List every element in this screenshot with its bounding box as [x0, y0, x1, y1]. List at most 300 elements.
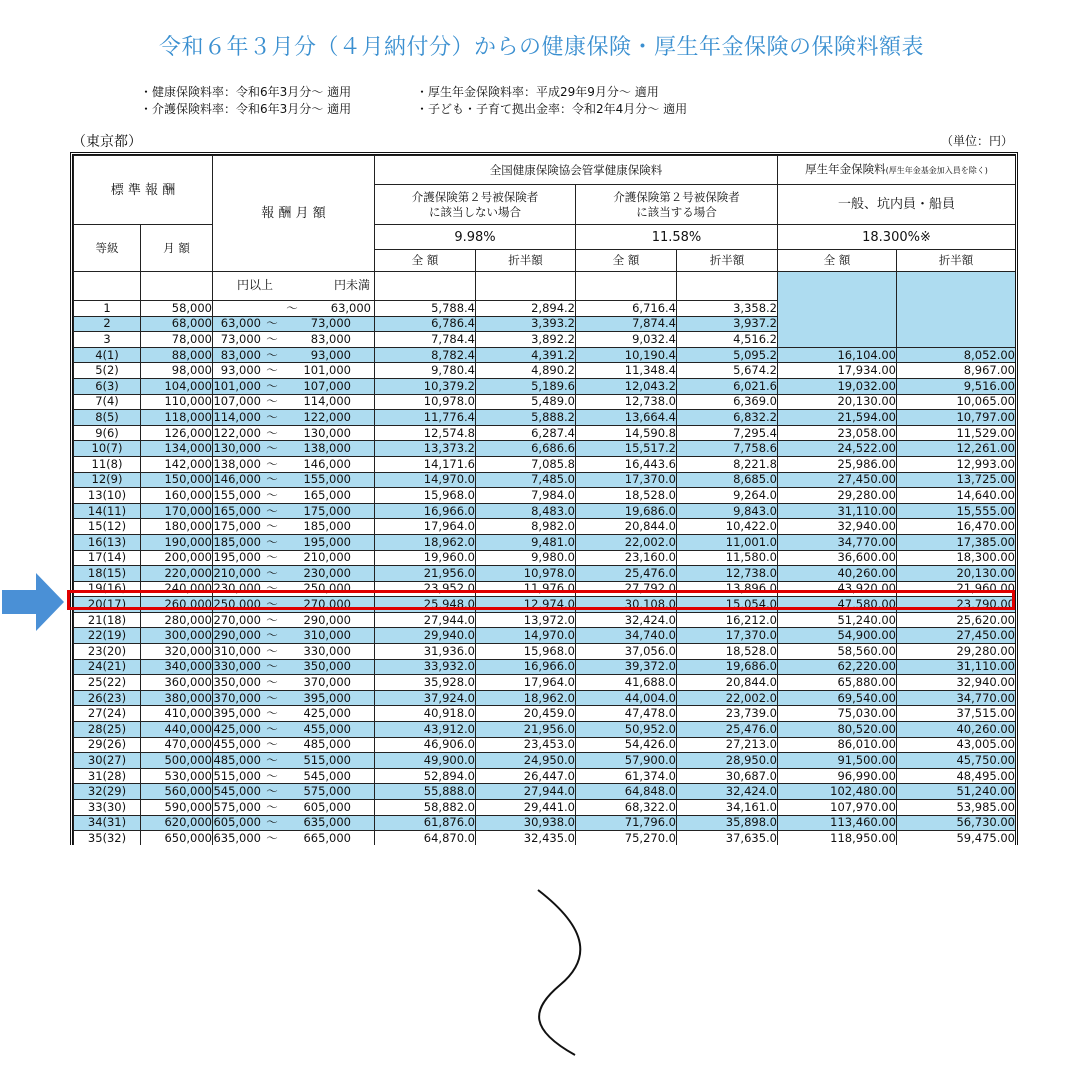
grade-cell: 3 — [74, 332, 141, 348]
range-lower: 605,000 — [213, 815, 261, 830]
grade-cell: 28(25) — [74, 722, 141, 738]
health-full-b: 18,528.0 — [576, 488, 677, 504]
table-row — [74, 378, 1016, 394]
health-full-b: 20,844.0 — [576, 519, 677, 535]
range-upper: 330,000 — [303, 643, 351, 658]
health-full-b: 7,874.4 — [576, 316, 677, 332]
pension-full — [778, 316, 897, 332]
health-half-b: 25,476.0 — [677, 722, 778, 738]
monthly-amount-cell: 300,000 — [141, 628, 213, 644]
grade-cell: 13(10) — [74, 488, 141, 504]
range-lower: 63,000 — [220, 316, 261, 331]
range-upper: 605,000 — [303, 799, 351, 814]
table-row — [74, 503, 1016, 519]
pension-full: 43,920.00 — [778, 581, 897, 597]
pension-half: 20,130.00 — [897, 566, 1016, 582]
header-remuneration-monthly: 報 酬 月 額 — [213, 156, 375, 272]
monthly-amount-cell: 58,000 — [141, 301, 213, 317]
range-lower: 185,000 — [213, 534, 261, 549]
table-row — [74, 332, 1016, 348]
pension-half: 37,515.00 — [897, 706, 1016, 722]
range-cell — [213, 472, 375, 488]
grade-cell: 12(9) — [74, 472, 141, 488]
pension-half: 13,725.00 — [897, 472, 1016, 488]
range-cell — [213, 784, 375, 800]
health-half-b: 35,898.0 — [677, 815, 778, 831]
health-full-b: 68,322.0 — [576, 800, 677, 816]
health-full-a: 46,906.0 — [375, 737, 476, 753]
health-half-a: 5,489.0 — [476, 394, 576, 410]
range-lower: 146,000 — [213, 472, 261, 487]
range-tilde: ～ — [266, 503, 278, 518]
health-half-b: 3,937.2 — [677, 316, 778, 332]
pension-full: 75,030.00 — [778, 706, 897, 722]
range-lower: 122,000 — [213, 425, 261, 440]
range-upper: 485,000 — [303, 737, 351, 752]
header-half-b: 折半額 — [677, 250, 778, 272]
table-row — [74, 800, 1016, 816]
range-cell — [213, 768, 375, 784]
table-row — [74, 737, 1016, 753]
table-row — [74, 410, 1016, 426]
pension-full: 107,970.00 — [778, 800, 897, 816]
range-cell — [213, 628, 375, 644]
range-lower: 310,000 — [213, 643, 261, 658]
pension-half — [897, 332, 1016, 348]
pension-full: 47,580.00 — [778, 597, 897, 613]
health-half-a: 6,686.6 — [476, 441, 576, 457]
table-row — [74, 659, 1016, 675]
range-lower: 230,000 — [213, 581, 261, 596]
health-full-b: 54,426.0 — [576, 737, 677, 753]
range-upper: 165,000 — [303, 487, 351, 502]
health-half-b: 20,844.0 — [677, 675, 778, 691]
range-upper: 63,000 — [330, 300, 371, 315]
range-cell — [213, 597, 375, 613]
header-full-a: 全 額 — [375, 250, 476, 272]
range-upper: 130,000 — [303, 425, 351, 440]
pension-half: 16,470.00 — [897, 519, 1016, 535]
table-row — [74, 628, 1016, 644]
pension-full: 65,880.00 — [778, 675, 897, 691]
pension-full: 113,460.00 — [778, 815, 897, 831]
health-full-a: 17,964.0 — [375, 519, 476, 535]
pension-half: 14,640.00 — [897, 488, 1016, 504]
range-cell — [213, 737, 375, 753]
grade-cell: 33(30) — [74, 800, 141, 816]
health-half-a: 9,481.0 — [476, 534, 576, 550]
health-full-a: 16,966.0 — [375, 503, 476, 519]
health-half-b: 17,370.0 — [677, 628, 778, 644]
monthly-amount-cell: 180,000 — [141, 519, 213, 535]
monthly-amount-cell: 500,000 — [141, 753, 213, 769]
health-half-b: 30,687.0 — [677, 768, 778, 784]
grade-cell: 34(31) — [74, 815, 141, 831]
health-full-b: 22,002.0 — [576, 534, 677, 550]
range-tilde: ～ — [266, 706, 278, 721]
health-full-a: 27,944.0 — [375, 612, 476, 628]
table-row — [74, 301, 1016, 317]
range-upper: 230,000 — [303, 565, 351, 580]
range-tilde: ～ — [266, 363, 278, 378]
range-upper: 146,000 — [303, 456, 351, 471]
health-full-a: 8,782.4 — [375, 347, 476, 363]
health-half-b: 11,001.0 — [677, 534, 778, 550]
range-tilde: ～ — [266, 331, 278, 346]
monthly-amount-cell: 620,000 — [141, 815, 213, 831]
range-cell — [213, 301, 375, 317]
range-cell — [213, 394, 375, 410]
health-full-b: 44,004.0 — [576, 690, 677, 706]
header-rate-c: 18.300%※ — [778, 225, 1016, 250]
health-half-b: 8,221.8 — [677, 456, 778, 472]
range-upper: 83,000 — [310, 331, 351, 346]
range-cell — [213, 612, 375, 628]
table-row — [74, 425, 1016, 441]
range-tilde: ～ — [266, 425, 278, 440]
health-half-a: 14,970.0 — [476, 628, 576, 644]
monthly-amount-cell: 650,000 — [141, 831, 213, 845]
health-full-a: 19,960.0 — [375, 550, 476, 566]
range-upper: 138,000 — [303, 441, 351, 456]
range-lower: 395,000 — [213, 706, 261, 721]
range-upper: 107,000 — [303, 378, 351, 393]
health-full-b: 10,190.4 — [576, 347, 677, 363]
pension-full: 23,058.00 — [778, 425, 897, 441]
health-full-b: 25,476.0 — [576, 566, 677, 582]
grade-cell: 4(1) — [74, 347, 141, 363]
range-lower: 155,000 — [213, 487, 261, 502]
table-row — [74, 534, 1016, 550]
header-applicable — [576, 185, 778, 225]
pension-half: 11,529.00 — [897, 425, 1016, 441]
monthly-amount-cell: 160,000 — [141, 488, 213, 504]
pension-half: 56,730.00 — [897, 815, 1016, 831]
range-upper: 395,000 — [303, 690, 351, 705]
pension-full: 16,104.00 — [778, 347, 897, 363]
range-upper: 93,000 — [310, 347, 351, 362]
monthly-amount-cell: 320,000 — [141, 644, 213, 660]
health-half-b: 7,295.4 — [677, 425, 778, 441]
range-tilde: ～ — [266, 394, 278, 409]
header-not-applicable — [375, 185, 576, 225]
range-lower: 330,000 — [213, 659, 261, 674]
health-half-a: 24,950.0 — [476, 753, 576, 769]
monthly-amount-cell: 88,000 — [141, 347, 213, 363]
monthly-amount-cell: 440,000 — [141, 722, 213, 738]
range-lower: 370,000 — [213, 690, 261, 705]
health-half-a: 30,938.0 — [476, 815, 576, 831]
range-cell — [213, 503, 375, 519]
pension-half: 15,555.00 — [897, 503, 1016, 519]
health-half-a: 32,435.0 — [476, 831, 576, 845]
pension-half: 9,516.00 — [897, 378, 1016, 394]
pension-full: 20,130.00 — [778, 394, 897, 410]
health-full-a: 35,928.0 — [375, 675, 476, 691]
page-title: 令和６年３月分（４月納付分）からの健康保険・厚生年金保険の保険料額表 — [158, 35, 924, 60]
health-full-b: 19,686.0 — [576, 503, 677, 519]
table-row — [74, 768, 1016, 784]
pension-half: 10,797.00 — [897, 410, 1016, 426]
range-lower: 195,000 — [213, 550, 261, 565]
range-lower: 455,000 — [213, 737, 261, 752]
range-cell — [213, 332, 375, 348]
range-tilde: ～ — [266, 675, 278, 690]
health-half-b: 32,424.0 — [677, 784, 778, 800]
table-body — [74, 301, 1016, 846]
monthly-amount-cell: 170,000 — [141, 503, 213, 519]
table-row — [74, 612, 1016, 628]
health-half-a: 15,968.0 — [476, 644, 576, 660]
range-tilde: ～ — [266, 456, 278, 471]
pension-half — [897, 301, 1016, 317]
table-row — [74, 316, 1016, 332]
table-row — [74, 394, 1016, 410]
monthly-amount-cell: 110,000 — [141, 394, 213, 410]
pension-full: 102,480.00 — [778, 784, 897, 800]
pension-half: 10,065.00 — [897, 394, 1016, 410]
range-upper: 290,000 — [303, 612, 351, 627]
yen-above-label: 円以上 — [237, 278, 274, 292]
health-full-a: 12,574.8 — [375, 425, 476, 441]
grade-cell: 18(15) — [74, 566, 141, 582]
header-half-c: 折半額 — [897, 250, 1016, 272]
health-half-a: 5,888.2 — [476, 410, 576, 426]
health-half-a: 8,483.0 — [476, 503, 576, 519]
monthly-amount-cell: 150,000 — [141, 472, 213, 488]
table-row — [74, 675, 1016, 691]
health-full-b: 9,032.4 — [576, 332, 677, 348]
health-full-a: 7,784.4 — [375, 332, 476, 348]
grade-cell: 14(11) — [74, 503, 141, 519]
header-monthly-amount: 月 額 — [141, 225, 213, 272]
health-full-a: 58,882.0 — [375, 800, 476, 816]
pension-half: 31,110.00 — [897, 659, 1016, 675]
note-child-rate: ・子ども・子育て拠出金率：令和2年4月分～ 適用 — [416, 102, 688, 116]
health-half-b: 16,212.0 — [677, 612, 778, 628]
grade-cell: 17(14) — [74, 550, 141, 566]
pension-half: 40,260.00 — [897, 722, 1016, 738]
health-half-b: 10,422.0 — [677, 519, 778, 535]
range-upper: 73,000 — [310, 316, 351, 331]
range-upper: 250,000 — [303, 581, 351, 596]
range-tilde: ～ — [266, 815, 278, 830]
pension-half: 12,993.00 — [897, 456, 1016, 472]
range-cell — [213, 675, 375, 691]
health-full-b: 15,517.2 — [576, 441, 677, 457]
table-row — [74, 597, 1016, 613]
monthly-amount-cell: 118,000 — [141, 410, 213, 426]
grade-cell: 15(12) — [74, 519, 141, 535]
pension-half: 8,052.00 — [897, 347, 1016, 363]
health-full-a: 64,870.0 — [375, 831, 476, 845]
range-upper: 425,000 — [303, 706, 351, 721]
pension-half: 45,750.00 — [897, 753, 1016, 769]
grade-cell: 31(28) — [74, 768, 141, 784]
monthly-amount-cell: 190,000 — [141, 534, 213, 550]
range-lower: 575,000 — [213, 799, 261, 814]
range-tilde: ～ — [266, 737, 278, 752]
range-tilde: ～ — [266, 378, 278, 393]
table-row — [74, 581, 1016, 597]
yen-below-label: 円未満 — [333, 278, 370, 292]
grade-cell: 16(13) — [74, 534, 141, 550]
range-upper: 515,000 — [303, 753, 351, 768]
health-half-a: 26,447.0 — [476, 768, 576, 784]
health-half-a: 21,956.0 — [476, 722, 576, 738]
grade-cell: 10(7) — [74, 441, 141, 457]
header-not-applicable-line2: に該当しない場合 — [429, 204, 521, 219]
health-half-a: 3,393.2 — [476, 316, 576, 332]
range-upper: 195,000 — [303, 534, 351, 549]
health-half-a: 18,962.0 — [476, 690, 576, 706]
table-row — [74, 363, 1016, 379]
health-half-a: 13,972.0 — [476, 612, 576, 628]
health-full-a: 49,900.0 — [375, 753, 476, 769]
grade-cell: 8(5) — [74, 410, 141, 426]
health-full-a: 37,924.0 — [375, 690, 476, 706]
range-lower: 138,000 — [213, 456, 261, 471]
range-cell — [213, 753, 375, 769]
range-tilde: ～ — [266, 472, 278, 487]
range-upper: 665,000 — [303, 830, 351, 845]
health-half-b: 4,516.2 — [677, 332, 778, 348]
range-cell — [213, 831, 375, 845]
right-arrow-icon — [2, 573, 64, 631]
health-full-b: 37,056.0 — [576, 644, 677, 660]
grade-cell: 19(16) — [74, 581, 141, 597]
grade-cell: 30(27) — [74, 753, 141, 769]
health-full-b: 57,900.0 — [576, 753, 677, 769]
range-cell — [213, 550, 375, 566]
health-half-a: 16,966.0 — [476, 659, 576, 675]
range-upper: 310,000 — [303, 628, 351, 643]
range-tilde: ～ — [266, 768, 278, 783]
range-upper: 155,000 — [303, 472, 351, 487]
range-upper: 455,000 — [303, 721, 351, 736]
health-half-b: 5,095.2 — [677, 347, 778, 363]
health-half-a: 8,982.0 — [476, 519, 576, 535]
range-lower: 107,000 — [213, 394, 261, 409]
premium-table — [73, 155, 1016, 845]
range-tilde: ～ — [266, 597, 278, 612]
range-tilde: ～ — [266, 799, 278, 814]
range-cell — [213, 581, 375, 597]
health-full-b: 14,590.8 — [576, 425, 677, 441]
range-lower: 635,000 — [213, 830, 261, 845]
health-full-b: 13,664.4 — [576, 410, 677, 426]
health-full-b: 12,043.2 — [576, 378, 677, 394]
health-half-b: 6,369.0 — [677, 394, 778, 410]
monthly-amount-cell: 68,000 — [141, 316, 213, 332]
range-tilde: ～ — [266, 628, 278, 643]
health-half-a: 9,980.0 — [476, 550, 576, 566]
pension-full: 86,010.00 — [778, 737, 897, 753]
range-lower: 515,000 — [213, 768, 261, 783]
range-lower: 210,000 — [213, 565, 261, 580]
range-cell — [213, 378, 375, 394]
grade-cell: 2 — [74, 316, 141, 332]
health-half-a: 27,944.0 — [476, 784, 576, 800]
grade-cell: 22(19) — [74, 628, 141, 644]
range-tilde: ～ — [266, 519, 278, 534]
unit-label: （単位：円） — [940, 134, 1013, 148]
range-tilde: ～ — [266, 534, 278, 549]
range-lower: 130,000 — [213, 441, 261, 456]
range-tilde: ～ — [266, 487, 278, 502]
monthly-amount-cell: 360,000 — [141, 675, 213, 691]
header-not-applicable-line1: 介護保険第２号被保険者 — [411, 189, 539, 204]
range-cell — [213, 347, 375, 363]
pension-full: 21,594.00 — [778, 410, 897, 426]
grade-cell: 23(20) — [74, 644, 141, 660]
health-full-a: 14,171.6 — [375, 456, 476, 472]
range-lower: 114,000 — [213, 409, 261, 424]
range-lower: 545,000 — [213, 784, 261, 799]
health-full-b: 12,738.0 — [576, 394, 677, 410]
health-half-b: 15,054.0 — [677, 597, 778, 613]
pension-full: 69,540.00 — [778, 690, 897, 706]
range-lower: 175,000 — [213, 519, 261, 534]
range-lower: 425,000 — [213, 721, 261, 736]
health-full-a: 14,970.0 — [375, 472, 476, 488]
range-upper: 210,000 — [303, 550, 351, 565]
monthly-amount-cell: 126,000 — [141, 425, 213, 441]
health-half-b: 37,635.0 — [677, 831, 778, 845]
health-full-b: 6,716.4 — [576, 301, 677, 317]
range-upper: 175,000 — [303, 503, 351, 518]
range-cell — [213, 488, 375, 504]
range-upper: 350,000 — [303, 659, 351, 674]
pension-half: 23,790.00 — [897, 597, 1016, 613]
pension-full: 58,560.00 — [778, 644, 897, 660]
health-half-b: 34,161.0 — [677, 800, 778, 816]
range-units — [213, 272, 375, 301]
health-half-a: 4,890.2 — [476, 363, 576, 379]
health-half-b: 23,739.0 — [677, 706, 778, 722]
health-full-b: 27,792.0 — [576, 581, 677, 597]
pension-half: 25,620.00 — [897, 612, 1016, 628]
health-full-a: 10,379.2 — [375, 378, 476, 394]
range-cell — [213, 659, 375, 675]
monthly-amount-cell: 470,000 — [141, 737, 213, 753]
premium-table-frame — [70, 152, 1018, 845]
monthly-amount-cell: 78,000 — [141, 332, 213, 348]
pension-half: 27,450.00 — [897, 628, 1016, 644]
range-tilde: ～ — [266, 347, 278, 362]
range-cell — [213, 363, 375, 379]
health-full-a: 18,962.0 — [375, 534, 476, 550]
header-standard-remuneration: 標 準 報 酬 — [74, 156, 213, 225]
health-full-a: 61,876.0 — [375, 815, 476, 831]
health-half-b: 8,685.0 — [677, 472, 778, 488]
table-row — [74, 784, 1016, 800]
range-tilde: ～ — [266, 753, 278, 768]
range-cell — [213, 456, 375, 472]
health-full-a: 15,968.0 — [375, 488, 476, 504]
range-cell — [213, 722, 375, 738]
health-full-b: 30,108.0 — [576, 597, 677, 613]
health-half-b: 19,686.0 — [677, 659, 778, 675]
range-tilde: ～ — [266, 550, 278, 565]
region-label: （東京都） — [72, 134, 142, 150]
range-lower: 93,000 — [220, 363, 261, 378]
health-half-b: 11,580.0 — [677, 550, 778, 566]
health-full-b: 75,270.0 — [576, 831, 677, 845]
table-row — [74, 644, 1016, 660]
monthly-amount-cell: 220,000 — [141, 566, 213, 582]
health-half-a: 10,978.0 — [476, 566, 576, 582]
